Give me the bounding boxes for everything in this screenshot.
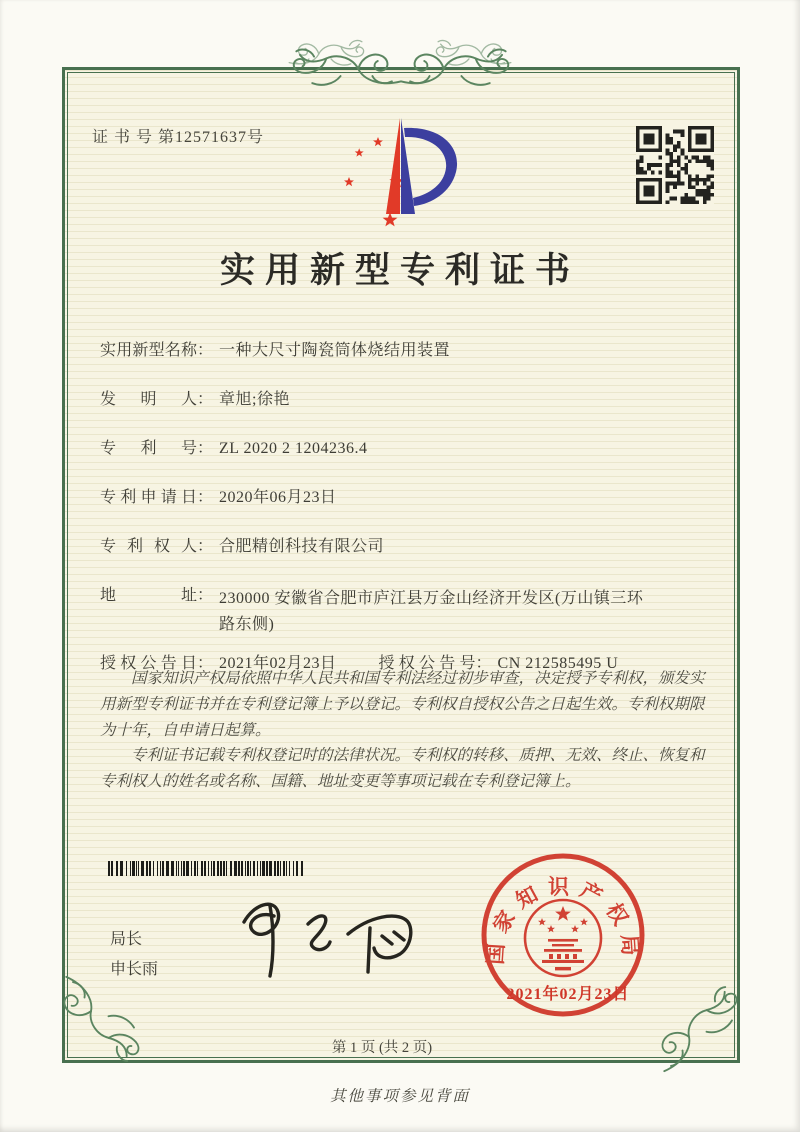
commissioner-signature	[230, 888, 420, 988]
qr-code	[636, 126, 714, 204]
colon: ：	[197, 538, 214, 555]
officer-title: 局长	[110, 931, 143, 948]
field-label: 授权公告日	[100, 655, 197, 672]
field-value: CN 212585495 U	[497, 655, 619, 672]
field-label: 专利申请日	[100, 489, 197, 506]
colon: ：	[197, 440, 214, 457]
field-value: 一种大尺寸陶瓷筒体烧结用装置	[219, 342, 451, 359]
field-utility-name	[100, 341, 712, 360]
certificate-number: 证 书 号 第12571637号	[92, 129, 265, 146]
colon: ：	[197, 391, 214, 408]
certificate-title: 实用新型专利证书	[219, 251, 580, 290]
field-label: 专利权人	[100, 538, 197, 555]
colon: ：	[197, 342, 214, 359]
field-label: 地址	[100, 587, 197, 604]
field-label: 专利号	[100, 440, 197, 457]
colon: ：	[197, 489, 214, 506]
field-value: 230000 安徽省合肥市庐江县万金山经济开发区(万山镇三环路东侧)	[219, 590, 644, 633]
top-flourish-left	[286, 46, 404, 92]
national-emblem	[538, 906, 588, 970]
field-value: 2020年06月23日	[219, 489, 337, 506]
colon: ：	[475, 655, 492, 672]
officer-name: 申长雨	[110, 961, 159, 978]
field-patent-number	[100, 439, 712, 458]
barcode	[108, 861, 306, 876]
field-value: 2021年02月23日	[219, 655, 337, 672]
field-label: 发明人	[100, 391, 197, 408]
legal-paragraph-2: 专利证书记载专利权登记时的法律状况。专利权的转移、质押、无效、终止、恢复和专利权人的姓名或名称、国籍、地址变更等事项记载在专利登记簿上。	[100, 747, 705, 791]
page-number: 第 1 页 (共 2 页)	[331, 1040, 433, 1056]
field-value: 合肥精创科技有限公司	[219, 538, 385, 555]
field-address	[100, 586, 712, 638]
seal-text: 国家知识产权局	[483, 875, 643, 966]
field-label: 授权公告号	[378, 655, 476, 672]
field-filing-date	[100, 488, 712, 507]
field-label: 实用新型名称	[100, 342, 197, 359]
field-value: ZL 2020 2 1204236.4	[219, 440, 368, 457]
seal-date: 2021年02月23日	[506, 986, 630, 1003]
field-patentee	[100, 537, 712, 556]
reverse-side-note: 其他事项参见背面	[329, 1088, 470, 1105]
legal-paragraph-1: 国家知识产权局依照中华人民共和国专利法经过初步审查，决定授予专利权，颁发实用新型专利证书并在专利登记簿上予以登记。专利权自授权公告之日起生效。专利权期限为十年，自申请日起算。	[100, 670, 705, 739]
cnipa-logo	[330, 110, 472, 228]
colon: ：	[197, 587, 214, 604]
top-flourish-right	[398, 46, 516, 92]
colon: ：	[197, 655, 214, 672]
legal-text	[100, 666, 714, 795]
field-value: 章旭;徐艳	[219, 391, 290, 408]
field-inventor	[100, 390, 712, 409]
field-list	[100, 341, 712, 673]
